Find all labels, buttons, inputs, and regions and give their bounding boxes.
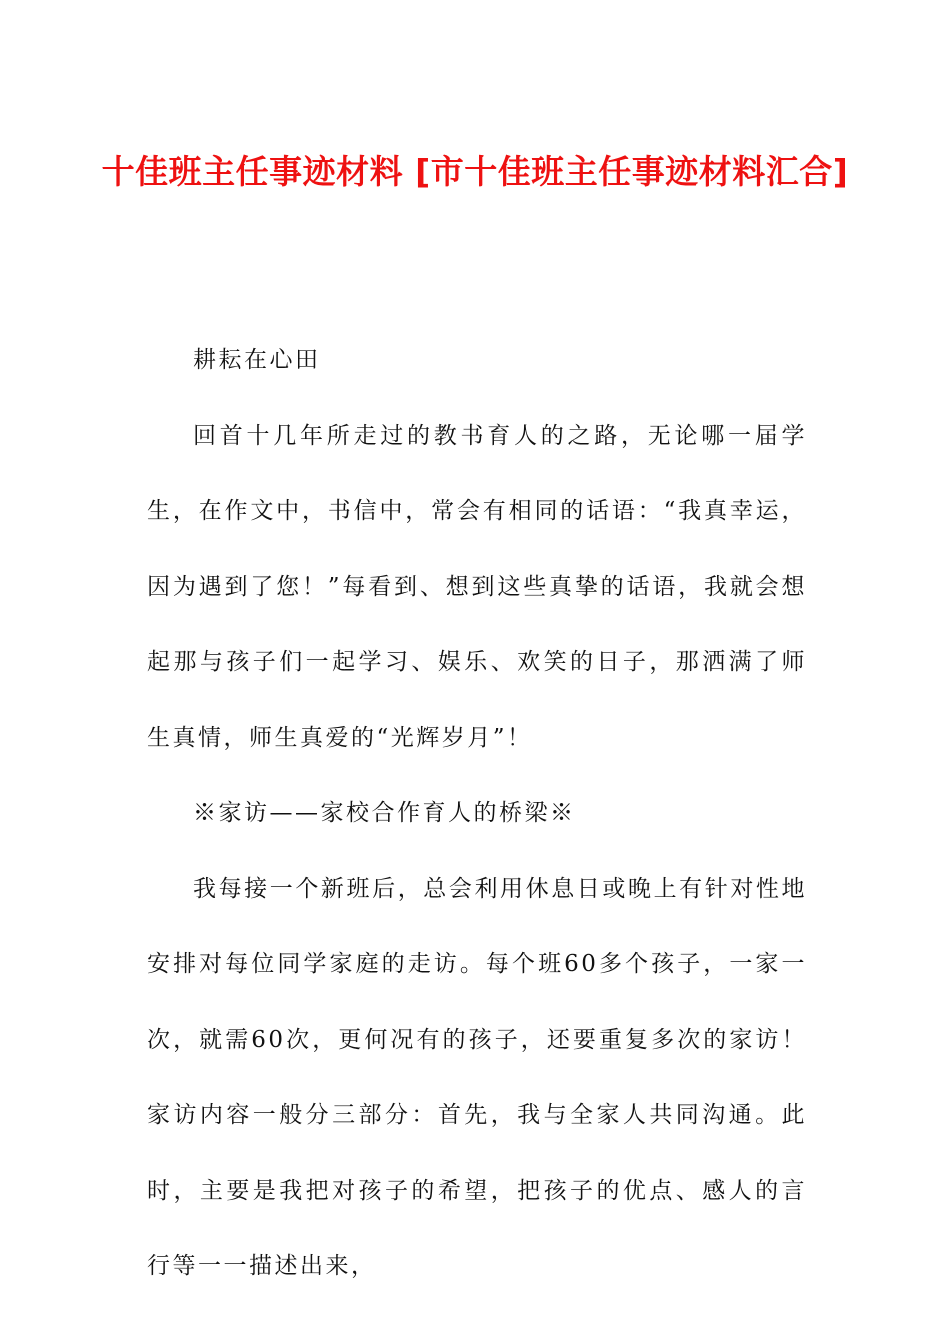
body-paragraph: 我每接一个新班后，总会利用休息日或晚上有针对性地安排对每位同学家庭的走访。每个班60多个孩子，一家一次，就需60次，更何况有的孩子，还要重复多次的家访！家访内容一般分三部分：首先，我与全家人共同沟通。此时，主要是我把对孩子的希望，把孩子的优点、感人的言行等一一描述出来， — [147, 875, 807, 1279]
document-title: 十佳班主任事迹材料 [市十佳班主任事迹材料汇合] — [101, 152, 849, 191]
body-paragraph: 回首十几年所走过的教书育人的之路，无论哪一届学生，在作文中，书信中，常会有相同的话语：“我真幸运，因为遇到了您！”每看到、想到这些真挚的话语，我就会想起那与孩子们一起学习、娱乐、欢笑的日子，那洒满了师生真情，师生真爱的“光辉岁月”！ — [147, 422, 807, 751]
document-body — [147, 323, 807, 1305]
section-heading-intro: 耕耘在心田 — [193, 347, 321, 373]
section-heading-home-visit: ※家访——家校合作育人的桥梁※ — [193, 800, 576, 826]
